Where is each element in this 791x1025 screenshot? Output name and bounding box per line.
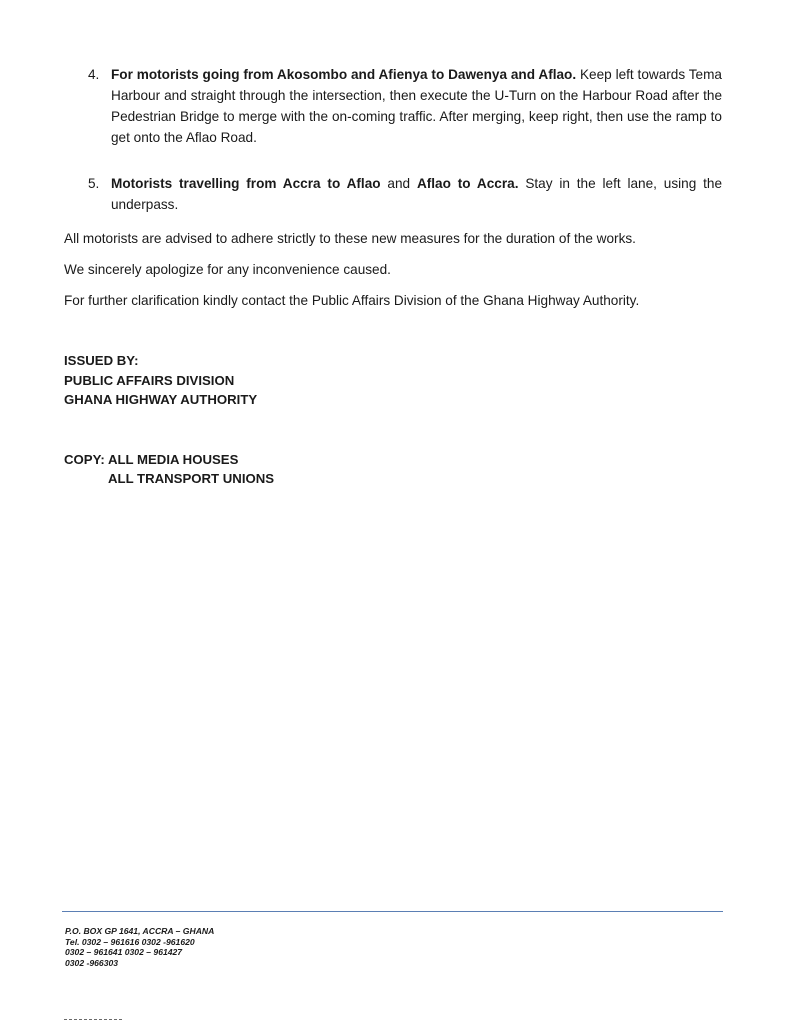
copy-line-unions: ALL TRANSPORT UNIONS bbox=[108, 471, 275, 486]
list-item-5 bbox=[88, 173, 722, 215]
contact-paragraph: For further clarification kindly contact the Public Affairs Division of the Ghana Highway Authority. bbox=[64, 293, 640, 308]
issued-by-authority: GHANA HIGHWAY AUTHORITY bbox=[64, 392, 258, 407]
footer-address: P.O. BOX GP 1641, ACCRA – GHANA bbox=[65, 926, 215, 936]
footer-telephone-3: 0302 -966303 bbox=[65, 957, 119, 968]
list-item-bold-lead: For motorists going from Akosombo and Afienya to Dawenya and Aflao. bbox=[111, 67, 577, 82]
list-number: 5. bbox=[88, 176, 100, 191]
page-cut-mark bbox=[64, 1019, 122, 1025]
list-item-bold-a: Motorists travelling from Accra to Aflao bbox=[111, 176, 381, 191]
issued-by-label: ISSUED BY: bbox=[64, 353, 139, 368]
apology-paragraph: We sincerely apologize for any inconvenience caused. bbox=[64, 262, 391, 277]
list-item-body bbox=[111, 64, 722, 148]
advisory-paragraph: All motorists are advised to adhere strictly to these new measures for the duration of the works. bbox=[64, 231, 636, 246]
list-item-4 bbox=[88, 64, 722, 148]
footer-divider bbox=[62, 911, 723, 912]
footer-telephone-2: 0302 – 961641 0302 – 961427 bbox=[65, 947, 183, 957]
list-number: 4. bbox=[88, 67, 100, 82]
footer-telephone-1: Tel. 0302 – 961616 0302 -961620 bbox=[65, 936, 195, 947]
list-item-text: Keep left towards Tema Harbour and straight through the intersection, then execute the U-Turn on the Harbour Road after the Pedestrian Bridge to merge with the on-coming traffic. After merging, keep right, then use the ramp to get onto the Aflao Road. bbox=[111, 67, 722, 145]
list-item-connector: and bbox=[380, 176, 417, 191]
list-item-body bbox=[111, 173, 722, 215]
list-item-text: Stay in the left lane, using the underpass. bbox=[111, 176, 723, 212]
copy-line-media: COPY: ALL MEDIA HOUSES bbox=[64, 452, 239, 467]
issued-by-division: PUBLIC AFFAIRS DIVISION bbox=[64, 373, 235, 388]
list-item-bold-b: Aflao to Accra. bbox=[416, 176, 519, 191]
